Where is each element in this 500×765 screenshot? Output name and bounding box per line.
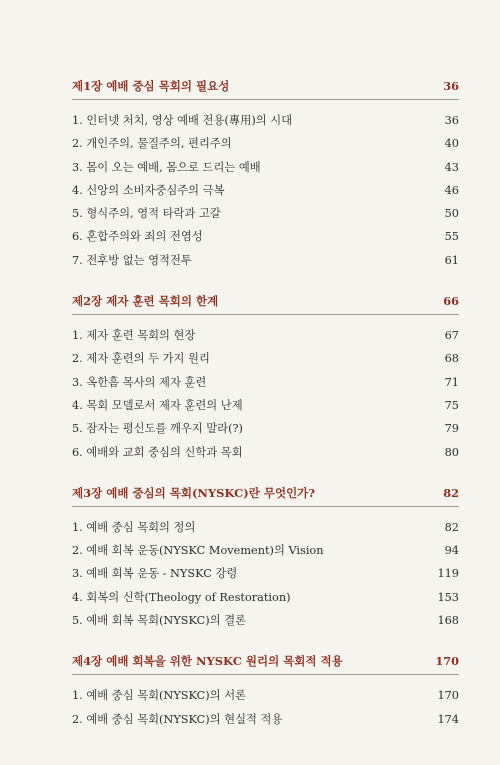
entry-title: 1. 예배 중심 목회의 정의: [72, 520, 196, 534]
toc-entry: [72, 371, 459, 394]
chapter-page-number: 170: [435, 654, 459, 669]
entry-title: 1. 예배 중심 목회(NYSKC)의 서론: [72, 689, 247, 703]
chapter-page-number: 82: [443, 485, 459, 500]
entry-page-number: 94: [444, 544, 459, 558]
entry-title: 5. 형식주의, 영적 타락과 고갈: [72, 207, 221, 221]
toc-entry: [72, 347, 459, 370]
chapter-3-heading: [72, 485, 459, 507]
toc-entry: [72, 156, 459, 179]
toc-entry: [72, 109, 459, 132]
entry-page-number: 50: [444, 207, 459, 221]
toc-entry: [72, 249, 459, 272]
chapter-3-entries: [72, 516, 459, 632]
entry-title: 5. 잠자는 평신도를 깨우지 말라(?): [72, 422, 243, 436]
entry-page-number: 36: [444, 114, 459, 127]
entry-title: 2. 예배 중심 목회(NYSKC)의 현실적 적용: [72, 712, 283, 726]
toc-entry: [72, 539, 459, 562]
toc-entry: [72, 708, 459, 731]
entry-title: 3. 예배 회복 운동 - NYSKC 강령: [72, 567, 238, 581]
entry-title: 1. 제자 훈련 목회의 현장: [72, 329, 196, 343]
entry-page-number: 46: [444, 183, 459, 197]
toc-entry: [72, 132, 459, 155]
toc-entry: [72, 441, 459, 464]
entry-title: 2. 개인주의, 물질주의, 편리주의: [72, 137, 232, 151]
entry-title: 1. 인터넷 처치, 영상 예배 전용(專用)의 시대: [72, 114, 293, 127]
entry-title: 6. 예배와 교회 중심의 신학과 목회: [72, 445, 243, 459]
toc-entry: [72, 684, 459, 707]
entry-title: 7. 전후방 없는 영적전투: [72, 253, 192, 267]
entry-page-number: 153: [437, 590, 459, 604]
chapter-title: 제1장 예배 중심 목회의 필요성: [72, 79, 230, 93]
entry-page-number: 61: [444, 253, 459, 267]
toc-entry: [72, 586, 459, 609]
toc-entry: [72, 609, 459, 632]
entry-page-number: 170: [437, 689, 459, 703]
toc-entry: [72, 202, 459, 225]
entry-page-number: 174: [437, 712, 459, 726]
entry-title: 2. 예배 회복 운동(NYSKC Movement)의 Vision: [72, 544, 324, 558]
entry-page-number: 71: [444, 375, 459, 389]
chapter-title: 제3장 예배 중심의 목회(NYSKC)란 무엇인가?: [72, 485, 316, 500]
entry-page-number: 40: [444, 137, 459, 151]
chapter-1-entries: [72, 109, 459, 272]
entry-title: 4. 회복의 신학(Theology of Restoration): [72, 590, 291, 604]
entry-page-number: 82: [444, 520, 459, 534]
toc-entry: [72, 225, 459, 248]
chapter-2-entries: [72, 324, 459, 464]
entry-title: 3. 옥한흠 목사의 제자 훈련: [72, 375, 207, 389]
chapter-2-heading: [72, 293, 459, 315]
chapter-title: 제4장 예배 회복을 위한 NYSKC 원리의 목회적 적용: [72, 654, 343, 669]
chapter-page-number: 66: [443, 294, 459, 309]
chapter-4-heading: [72, 653, 459, 675]
entry-title: 6. 혼합주의와 죄의 전염성: [72, 230, 203, 244]
toc-entry: [72, 417, 459, 440]
table-of-contents: [72, 78, 459, 752]
entry-page-number: 75: [444, 398, 459, 412]
entry-page-number: 68: [444, 352, 459, 366]
entry-page-number: 43: [444, 160, 459, 174]
chapter-4-entries: [72, 684, 459, 731]
toc-entry: [72, 179, 459, 202]
entry-title: 4. 목회 모델로서 제자 훈련의 난제: [72, 398, 243, 412]
toc-entry: [72, 562, 459, 585]
toc-entry: [72, 516, 459, 539]
entry-page-number: 55: [444, 230, 459, 244]
entry-title: 4. 신앙의 소비자중심주의 극복: [72, 183, 225, 197]
toc-entry: [72, 324, 459, 347]
chapter-page-number: 36: [443, 79, 459, 93]
entry-title: 2. 제자 훈련의 두 가지 원리: [72, 352, 210, 366]
entry-page-number: 67: [444, 329, 459, 343]
chapter-title: 제2장 제자 훈련 목회의 한계: [72, 294, 219, 309]
toc-entry: [72, 394, 459, 417]
entry-page-number: 168: [437, 614, 459, 628]
entry-title: 5. 예배 회복 목회(NYSKC)의 결론: [72, 614, 247, 628]
entry-page-number: 79: [444, 422, 459, 436]
entry-page-number: 80: [444, 445, 459, 459]
chapter-1-heading: [72, 78, 459, 100]
entry-title: 3. 몸이 오는 예배, 몸으로 드리는 예배: [72, 160, 261, 174]
entry-page-number: 119: [437, 567, 459, 581]
